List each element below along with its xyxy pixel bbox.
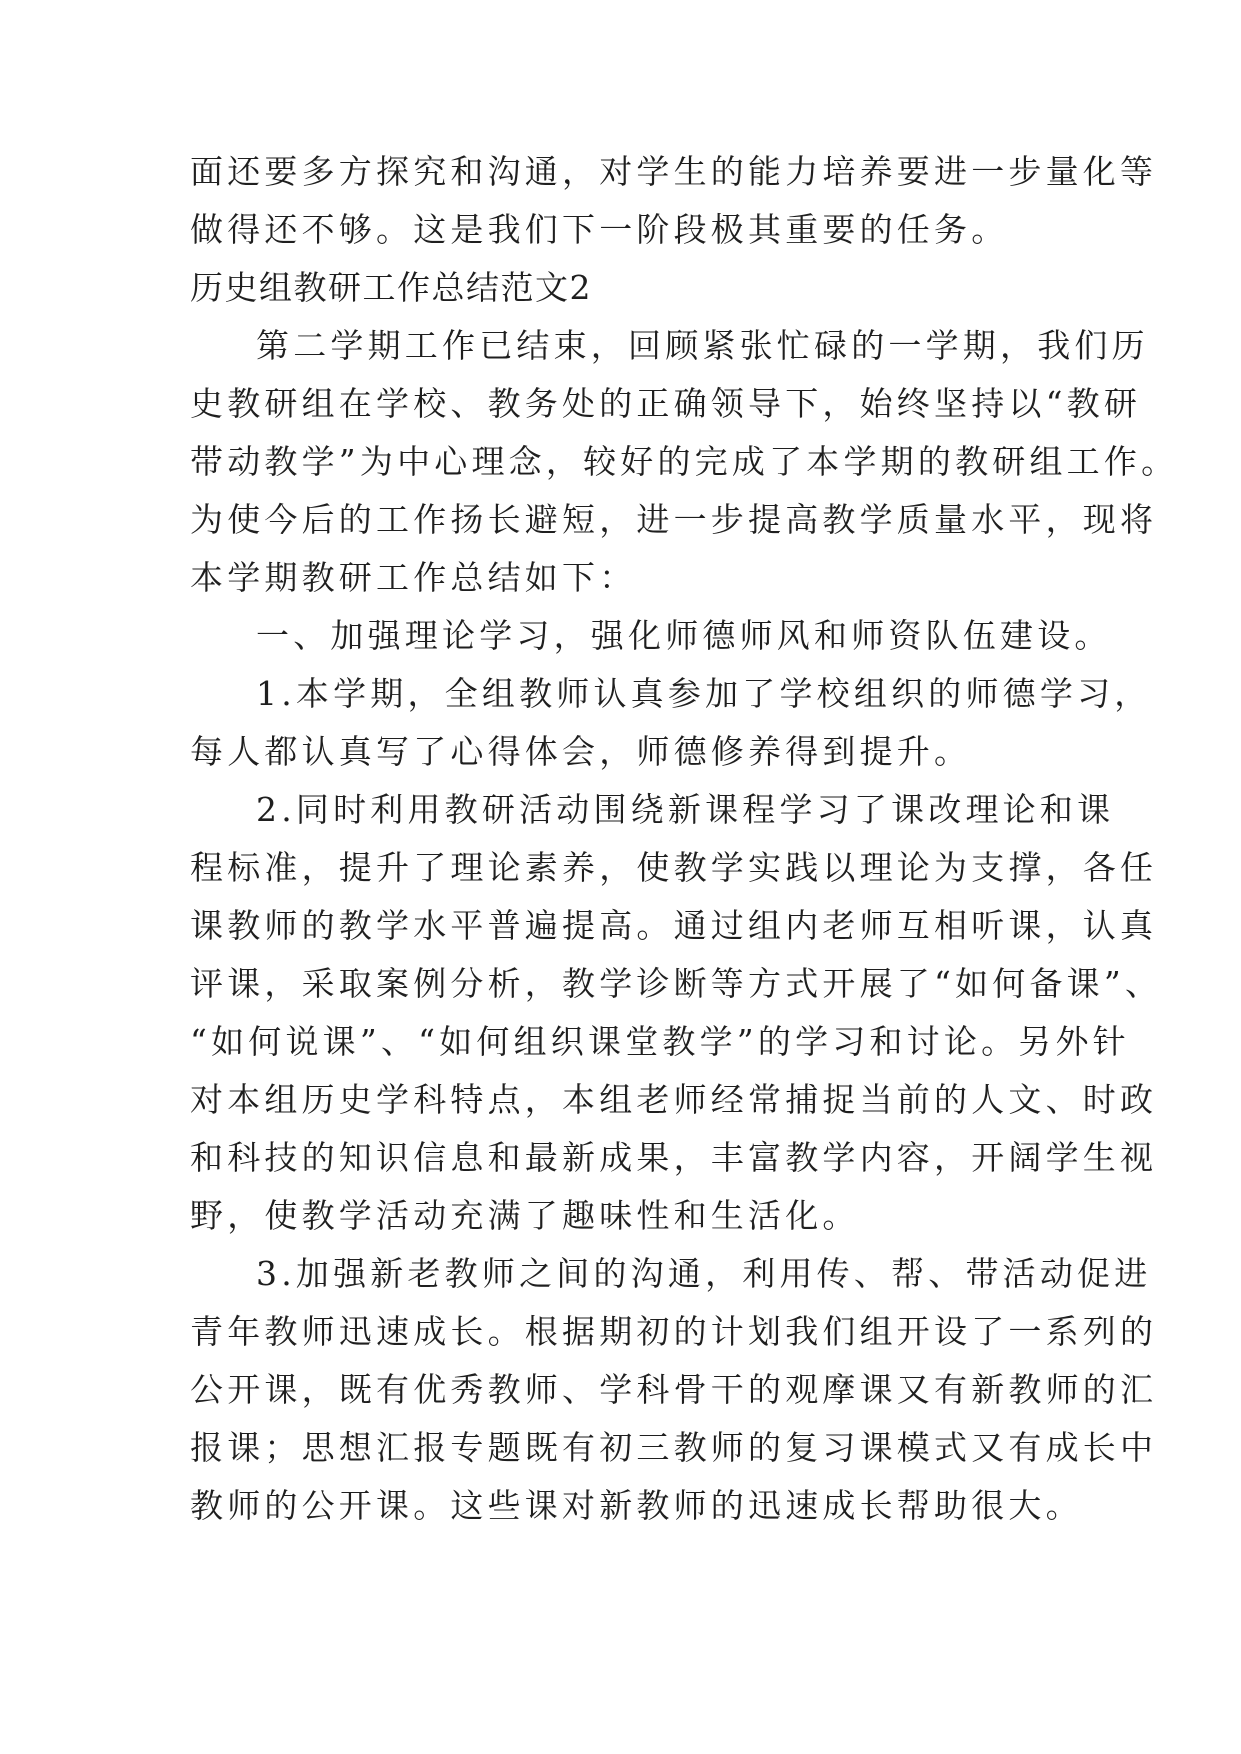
list-item-3: 3.加强新老教师之间的沟通，利用传、帮、带活动促进 [256, 1254, 1152, 1293]
list-item-1: 1.本学期，全组教师认真参加了学校组织的师德学习， [256, 674, 1152, 713]
text-line: “如何说课”、“如何组织课堂教学”的学习和讨论。另外针 [190, 1022, 1130, 1061]
list-item-2: 2.同时利用教研活动围绕新课程学习了课改理论和课 [256, 790, 1115, 829]
text-line: 青年教师迅速成长。根据期初的计划我们组开设了一系列的 [190, 1312, 1158, 1351]
text-line: 报课；思想汇报专题既有初三教师的复习课模式又有成长中 [190, 1428, 1158, 1467]
text-line: 评课，采取案例分析，教学诊断等方式开展了“如何备课”、 [190, 964, 1163, 1003]
section-title: 历史组教研工作总结范文2 [190, 268, 592, 307]
text-line: 为使今后的工作扬长避短，进一步提高教学质量水平，现将 [190, 500, 1158, 539]
text-line: 课教师的教学水平普遍提高。通过组内老师互相听课，认真 [190, 906, 1158, 945]
text-line: 带动教学”为中心理念，较好的完成了本学期的教研组工作。 [190, 442, 1179, 481]
text-line: 程标准，提升了理论素养，使教学实践以理论为支撑，各任 [190, 848, 1158, 887]
text-line: 公开课，既有优秀教师、学科骨干的观摩课又有新教师的汇 [190, 1370, 1158, 1409]
text-line: 本学期教研工作总结如下： [190, 558, 637, 597]
text-line: 每人都认真写了心得体会，师德修养得到提升。 [190, 732, 972, 771]
text-line: 面还要多方探究和沟通，对学生的能力培养要进一步量化等 [190, 152, 1158, 191]
text-line: 教师的公开课。这些课对新教师的迅速成长帮助很大。 [190, 1486, 1083, 1525]
text-line: 史教研组在学校、教务处的正确领导下，始终坚持以“教研 [190, 384, 1142, 423]
text-line: 和科技的知识信息和最新成果，丰富教学内容，开阔学生视 [190, 1138, 1158, 1177]
text-line: 对本组历史学科特点，本组老师经常捕捉当前的人文、时政 [190, 1080, 1158, 1119]
text-line: 野，使教学活动充满了趣味性和生活化。 [190, 1196, 860, 1235]
paragraph-start: 第二学期工作已结束，回顾紧张忙碌的一学期，我们历 [256, 326, 1149, 365]
text-line: 做得还不够。这是我们下一阶段极其重要的任务。 [190, 210, 1009, 249]
subheading: 一、加强理论学习，强化师德师风和师资队伍建设。 [256, 616, 1112, 655]
